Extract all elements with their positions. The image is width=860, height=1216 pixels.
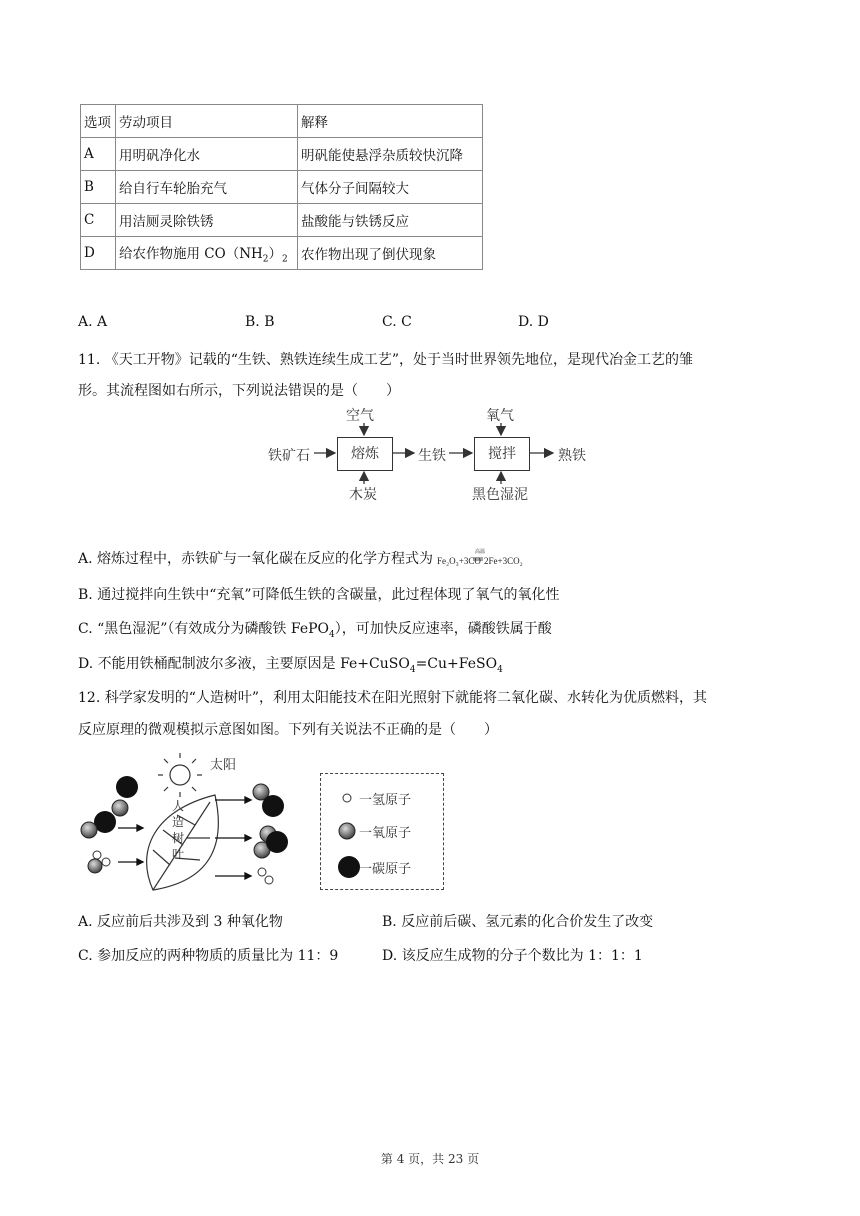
table-cell: 气体分子间隔较大 [298,171,483,204]
chemical-equation-image [437,547,524,571]
q10-option-a: A. A [78,314,108,330]
q10-option-c: C. C [382,314,412,330]
flow-arrows [0,0,860,520]
oxygen-atom-icon [339,823,355,839]
subscript: 2 [262,254,269,265]
table-header-cell: 解释 [298,105,483,138]
reactant-co2-molecule [81,776,138,838]
table-cell: 给自行车轮胎充气 [116,171,298,204]
page-footer: 第 4 页，共 23 页 [380,1152,480,1166]
product-co2-molecule [254,826,288,858]
q12-option-d: D. 该反应生成物的分子个数比为 1：1：1 [382,948,643,964]
flow-ore-label: 铁矿石 [268,448,310,464]
table-cell: 用洁厕灵除铁锈 [116,204,298,237]
hydrogen-atom-icon [343,794,351,802]
table-cell: D [81,237,116,270]
subscript: 4 [497,664,503,675]
leaf-label-char: 人 [172,799,185,813]
q10-option-b: B. B [245,314,275,330]
artificial-leaf-reaction [75,750,315,900]
reactant-water-molecule [88,851,110,873]
subscript: 4 [409,664,416,675]
q11-stem-line1: 11. 《天工开物》记载的“生铁、熟铁连续生成工艺”，处于当时世界领先地位，是现代冶金工艺的雏 [78,352,694,368]
table-cell: 明矾能使悬浮杂质较快沉降 [298,138,483,171]
carbon-atom-icon [338,856,360,878]
option-text: C. “黑色湿泥”（有效成分为磷酸铁 FePO [78,621,330,637]
leaf-label-char: 造 [172,815,185,829]
q11-option-a [78,547,524,571]
q11-option-b: B. 通过搅拌向生铁中“充氧”可降低生铁的含碳量，此过程体现了氧气的氧化性 [78,587,560,603]
q12-stem-line2: 反应原理的微观模拟示意图如图。下列有关说法不正确的是（ ） [78,722,498,738]
table-cell: C [81,204,116,237]
atom-legend [320,773,444,890]
flow-black-mud-label: 黑色湿泥 [472,487,528,503]
item-text: ） [268,245,283,262]
flow-charcoal-label: 木炭 [349,487,377,503]
flow-oxygen-label: 氧气 [486,408,514,424]
table-header-cell: 劳动项目 [116,105,298,138]
q12-option-b: B. 反应前后碳、氢元素的化合价发生了改变 [382,914,654,930]
equation-text: Fe₂O₃+3CO [437,556,482,566]
product-co-molecule [253,784,284,817]
legend-icons [321,774,361,889]
q12-option-c: C. 参加反应的两种物质的质量比为 11：9 [78,948,339,964]
table-cell: A [81,138,116,171]
flow-pig-iron-label: 生铁 [418,448,446,464]
legend-hydrogen-label: 一氢原子 [359,793,412,808]
legend-carbon-label: 一碳原子 [359,862,412,877]
q10-option-d: D. D [518,314,549,330]
flow-stir-box: 搅拌 [474,437,530,471]
subscript: 2 [282,254,288,265]
subscript: 4 [329,629,335,640]
svg-text:高温: 高温 [475,550,486,555]
q11-option-c [78,619,552,645]
leaf-label-char: 树 [172,831,185,845]
legend-oxygen-label: 一氧原子 [359,826,412,841]
flow-wrought-iron-label: 熟铁 [558,448,586,464]
table-cell: 盐酸能与铁锈反应 [298,204,483,237]
table-cell: 用明矾净化水 [116,138,298,171]
product-h2-molecule [258,868,273,884]
svg-text:2Fe+3CO₂: 2Fe+3CO₂ [484,556,524,566]
sun-icon [158,753,202,797]
option-text: =Cu+FeSO [415,656,498,672]
sun-label: 太阳 [210,758,237,773]
q12-stem-line1: 12. 科学家发明的“人造树叶”，利用太阳能技术在阳光照射下就能将二氧化碳、水转化为优质燃料，其 [78,690,708,706]
q12-option-a: A. 反应前后共涉及到 3 种氧化物 [78,914,283,930]
flow-smelt-box: 熔炼 [337,437,393,471]
table-cell: B [81,171,116,204]
q11-option-d [78,654,503,680]
table-header-cell: 选项 [81,105,116,138]
q11-stem-line2: 形。其流程图如右所示，下列说法错误的是（ ） [78,383,400,399]
table-cell: 农作物出现了倒伏现象 [298,237,483,270]
flow-air-label: 空气 [346,408,374,424]
option-text: D. 不能用铁桶配制波尔多液，主要原因是 Fe+CuSO [78,656,410,672]
leaf-label-char: 叶 [172,847,185,861]
leaf-label [172,798,186,862]
option-text: ），可加快反应速率，磷酸铁属于酸 [334,621,552,637]
option-text: A. 熔炼过程中，赤铁矿与一氧化碳在反应的化学方程式为 [78,551,434,567]
item-text: 给农作物施用 CO（NH [119,245,263,262]
